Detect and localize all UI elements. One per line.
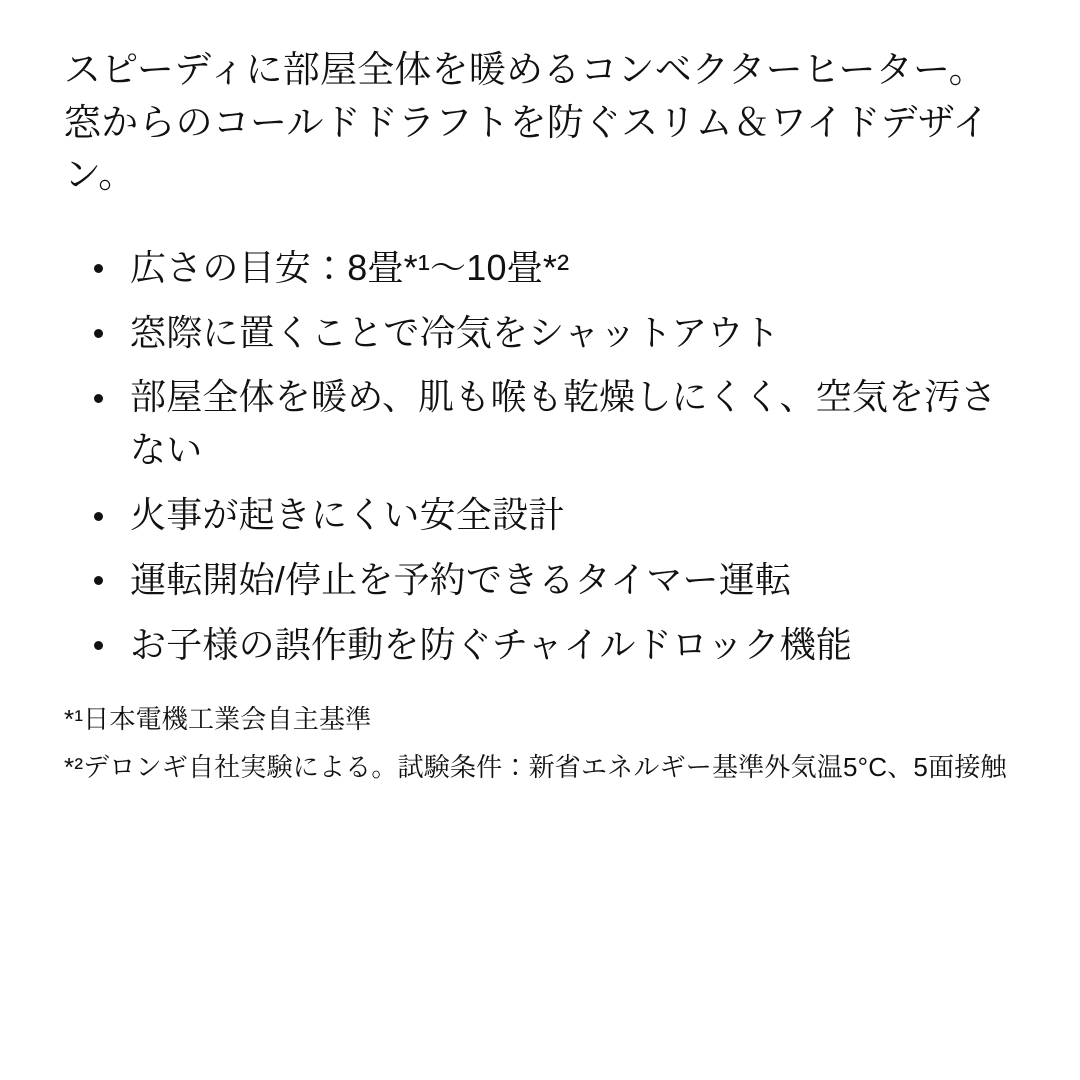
bullet-icon <box>94 641 103 650</box>
feature-text: 窓際に置くことで冷気をシャットアウト <box>130 311 780 353</box>
bullet-icon <box>94 512 103 521</box>
list-item <box>64 489 1020 542</box>
list-item <box>64 619 1020 672</box>
list-item <box>64 371 1020 477</box>
bullet-icon <box>94 264 103 273</box>
feature-text: 広さの目安：8畳*¹〜10畳*² <box>130 246 570 288</box>
feature-text: 部屋全体を暖め、肌も喉も乾燥しにくく、空気を汚さない <box>130 376 997 471</box>
footnote-2: *²デロンギ自社実験による。試験条件：新省エネルギー基準外気温5°C、5面接触 <box>64 752 1007 783</box>
feature-text: お子様の誤作動を防ぐチャイルドロック機能 <box>130 624 853 666</box>
footnote-1: *¹日本電機工業会自主基準 <box>64 703 372 734</box>
list-item <box>64 242 1020 295</box>
list-item <box>64 554 1020 607</box>
footnotes <box>64 698 1020 788</box>
intro-paragraph: スピーディに部屋全体を暖めるコンベクターヒーター。窓からのコールドドラフトを防ぐスリム＆ワイドデザイン。 <box>64 49 990 196</box>
bullet-icon <box>94 576 103 585</box>
feature-text: 運転開始/停止を予約できるタイマー運転 <box>130 559 792 601</box>
bullet-icon <box>94 394 103 403</box>
bullet-icon <box>94 329 103 338</box>
feature-text: 火事が起きにくい安全設計 <box>130 494 565 536</box>
feature-list <box>64 242 1020 672</box>
list-item <box>64 307 1020 360</box>
